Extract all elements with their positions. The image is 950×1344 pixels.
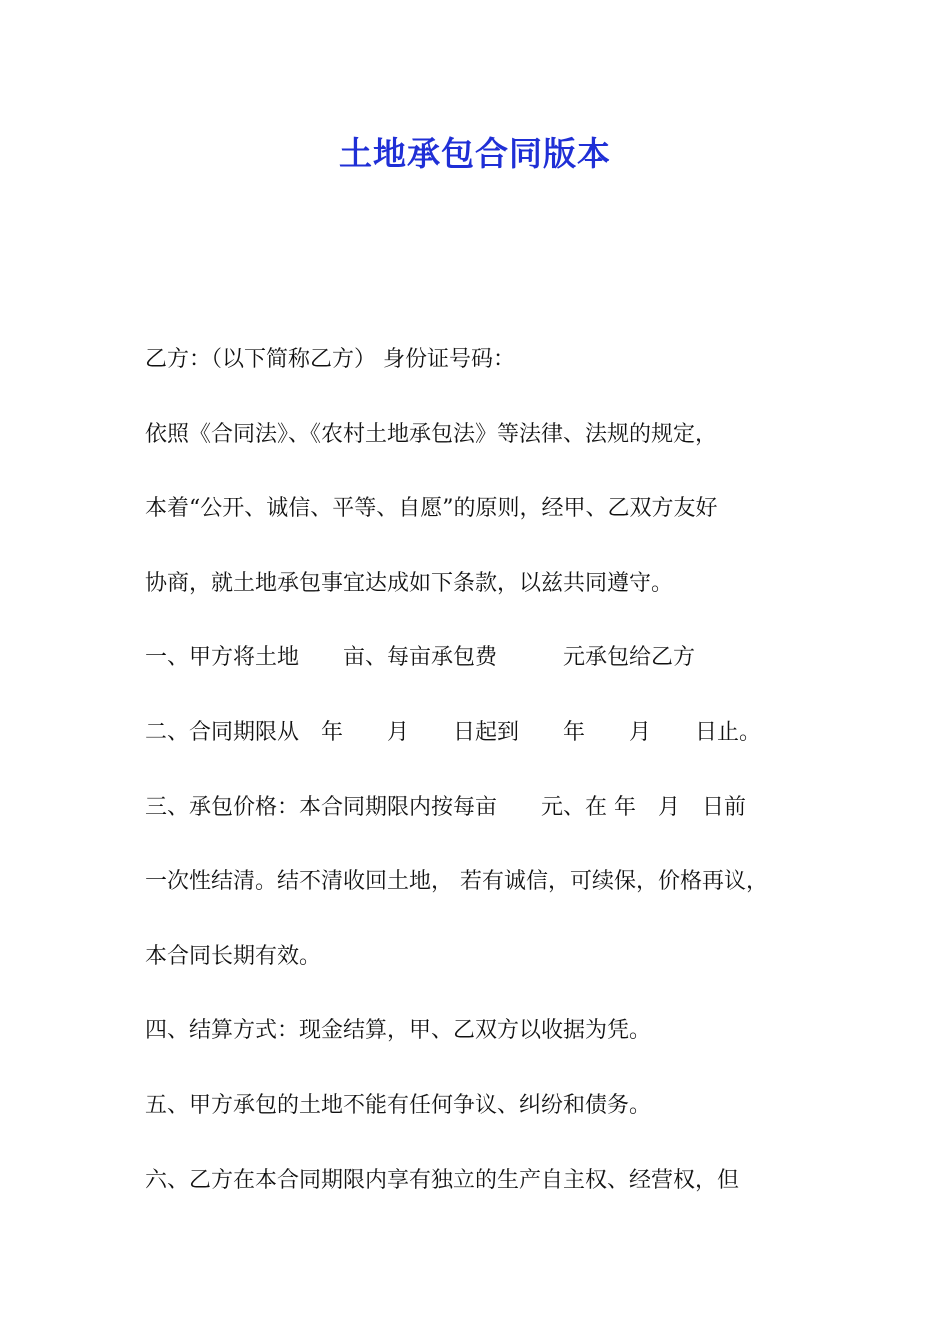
contract-line-agreement: 协商，就土地承包事宜达成如下条款，以兹共同遵守。	[145, 570, 674, 596]
contract-clause-3-cont: 一次性结清。结不清收回土地， 若有诚信，可续保，价格再议，	[145, 869, 768, 895]
contract-clause-1: 一、甲方将土地 亩、每亩承包费 元承包给乙方	[145, 645, 696, 671]
contract-line-legal-basis: 依照《合同法》、《农村土地承包法》等法律、法规的规定，	[145, 421, 718, 447]
contract-clause-5: 五、甲方承包的土地不能有任何争议、纠纷和债务。	[145, 1092, 652, 1118]
document-title: 土地承包合同版本	[339, 134, 611, 173]
contract-clause-3: 三、承包价格：本合同期限内按每亩 元、在 年 月 日前	[145, 794, 746, 820]
contract-clause-3-end: 本合同长期有效。	[145, 943, 322, 969]
contract-clause-6: 六、乙方在本合同期限内享有独立的生产自主权、经营权，但	[145, 1167, 740, 1193]
contract-line-party-b: 乙方：（以下简称乙方） 身份证号码：	[145, 347, 515, 372]
contract-body	[145, 340, 835, 1235]
contract-line-principles: 本着“公开、诚信、平等、自愿”的原则，经甲、乙双方友好	[145, 496, 718, 522]
contract-clause-2: 二、合同期限从 年 月 日起到 年 月 日止。	[145, 719, 762, 745]
contract-clause-4: 四、结算方式：现金结算，甲、乙双方以收据为凭。	[145, 1018, 652, 1044]
